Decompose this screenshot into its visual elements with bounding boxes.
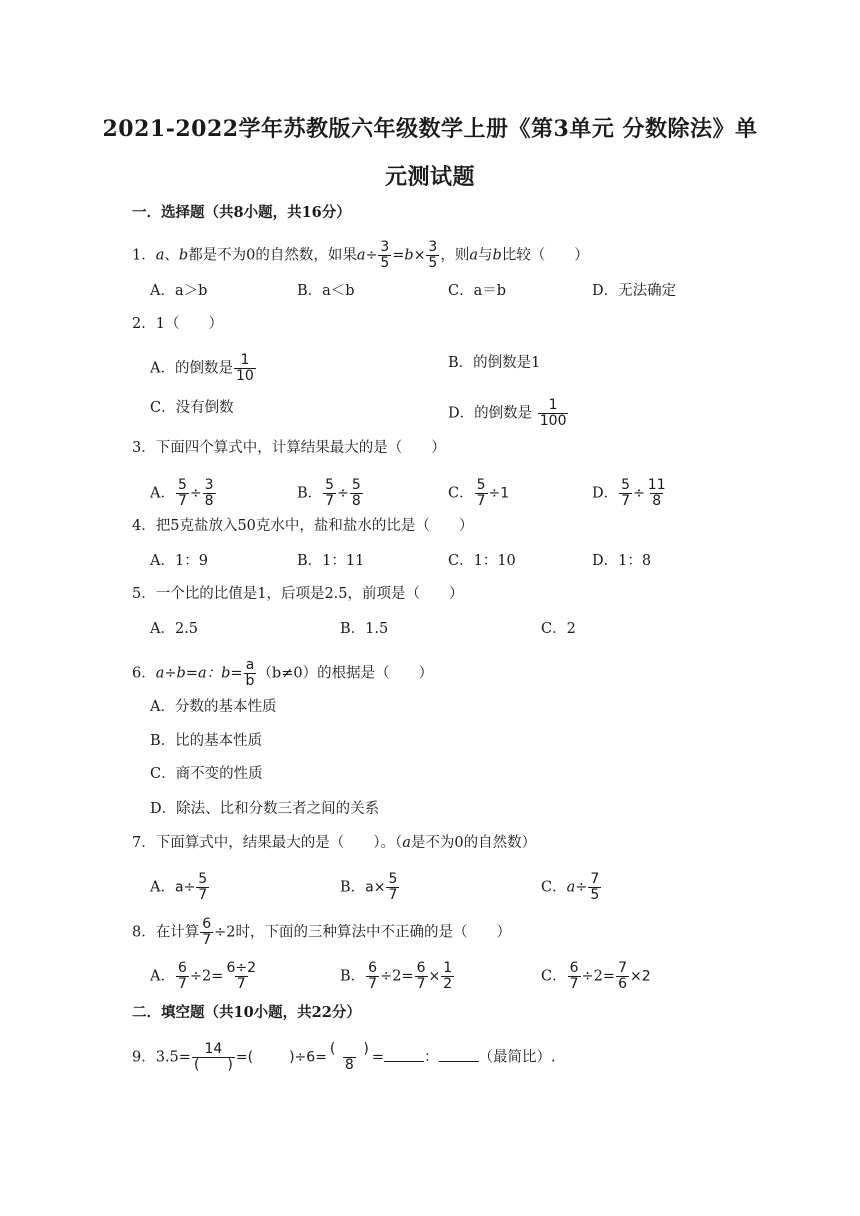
q9-mid1: =(: [235, 1049, 254, 1066]
q7-text1: 7．下面算式中，结果最大的是（ ）。（: [132, 835, 403, 851]
q8-stem-frac: [200, 917, 213, 948]
page-title-line1: 2021-2022学年苏教版六年级数学上册《第3单元 分数除法》单: [102, 116, 758, 142]
q3-d-d1: 7: [621, 493, 631, 509]
q5-option-a[interactable]: A．2.5: [150, 621, 199, 637]
q8-text2: ÷2时，下面的三种算法中不正确的是（ ）: [214, 924, 512, 941]
q8-c-mid: ÷2=: [581, 968, 616, 985]
q4-option-b[interactable]: B．1：11: [297, 553, 365, 569]
q5-option-b[interactable]: B．1.5: [340, 621, 389, 637]
q7-a-num: 5: [198, 871, 208, 887]
q9-frac1: [192, 1042, 235, 1073]
q8-b-frac3: [441, 961, 454, 992]
q3-a-frac1: [176, 478, 189, 509]
q2-a-num: 1: [240, 352, 250, 368]
q3-b-n2: 5: [351, 477, 361, 493]
q8-c-label: C．: [541, 968, 567, 985]
q1-div-sign: ÷: [365, 247, 378, 264]
q3-b-frac2: [350, 478, 363, 509]
q1-fraction-2: [426, 240, 439, 271]
q7-c-den: 5: [590, 887, 600, 903]
q8-a-frac2: [224, 961, 258, 992]
q7-b-pre: a×: [365, 879, 386, 896]
q8-b-frac2: [415, 961, 428, 992]
q6-f-den: b: [245, 673, 255, 689]
q6-option-d[interactable]: D．除法、比和分数三者之间的关系: [150, 801, 380, 817]
q8-b-mid: ÷2=: [380, 968, 414, 985]
q7-option-b[interactable]: [340, 872, 400, 903]
q1-var-b: b: [178, 247, 189, 264]
q8-a-n2: 6÷2: [226, 960, 256, 976]
q7-c-frac: [588, 872, 601, 903]
q3-a-d2: 8: [204, 493, 214, 509]
q6-fraction: [244, 658, 257, 689]
q3-stem: 3．下面四个算式中，计算结果最大的是（ ）: [132, 440, 446, 456]
q1-option-a[interactable]: A．a＞b: [150, 283, 208, 299]
q9-colon: ：: [424, 1049, 439, 1066]
q7-c-num: 7: [590, 871, 600, 887]
q8-b-frac1: [366, 961, 379, 992]
q7-a-pre: a÷: [174, 879, 196, 896]
q1-option-d[interactable]: D．无法确定: [592, 283, 677, 299]
q1-option-c[interactable]: C．a＝b: [448, 283, 507, 299]
q7-a-den: 7: [198, 887, 208, 903]
q3-d-n1: 5: [621, 477, 631, 493]
q8-c-d2: 6: [618, 976, 627, 992]
q3-a-op: ÷: [189, 485, 202, 502]
q9-frac2: [328, 1042, 371, 1073]
q3-c-frac1: [475, 478, 488, 509]
q8-b-d3: 2: [443, 976, 453, 992]
q7-a-frac: [196, 872, 209, 903]
q1-sep: 、: [164, 247, 179, 264]
q2-option-c[interactable]: C．没有倒数: [150, 400, 234, 416]
q6-option-a[interactable]: A．分数的基本性质: [150, 699, 277, 715]
q9-mid2: )÷6=: [289, 1049, 327, 1066]
q1-text: 都是不为0的自然数，如果: [188, 247, 357, 264]
q2-a-den: 10: [235, 368, 254, 384]
q7-var-a: a: [402, 835, 411, 851]
q4-option-a[interactable]: A．1：9: [150, 553, 208, 569]
q2-option-b[interactable]: B．的倒数是1: [448, 355, 541, 371]
q1-var-b2: b: [492, 247, 502, 264]
q5-stem: 5．一个比的比值是1，后项是2.5，前项是（ ）: [132, 586, 464, 602]
section1-heading: 一．选择题（共8小题，共16分）: [132, 204, 351, 221]
q3-b-label: B．: [297, 485, 323, 502]
q3-d-frac2: [646, 478, 668, 509]
q9-stem: [132, 1042, 556, 1073]
q1-eq: =: [392, 247, 405, 264]
q7-b-num: 5: [388, 871, 398, 887]
q7-option-a[interactable]: [150, 872, 210, 903]
q1-var-a2: a: [469, 247, 478, 264]
q3-d-d2: 8: [652, 493, 662, 509]
q1-times-sign: ×: [413, 247, 426, 264]
q7-stem: [132, 833, 536, 853]
q9-f1-den[interactable]: ( ): [193, 1057, 233, 1073]
q7-b-den: 7: [388, 887, 398, 903]
q3-d-label: D．: [592, 485, 619, 502]
q6-number: 6．: [132, 665, 156, 682]
q1-option-b[interactable]: B．a＜b: [297, 283, 355, 299]
q3-option-a[interactable]: [150, 478, 217, 509]
q3-option-b[interactable]: [297, 478, 364, 509]
q2-option-a[interactable]: [150, 353, 257, 384]
q8-option-b[interactable]: [340, 961, 455, 992]
q3-b-d1: 7: [325, 493, 335, 509]
q8-b-op: ×: [428, 968, 441, 985]
q3-option-d[interactable]: [592, 478, 669, 509]
q2-option-a-fraction: [234, 353, 256, 384]
q9-text1: 9．3.5=: [132, 1049, 191, 1066]
q5-option-c[interactable]: C．2: [541, 621, 576, 637]
q2-option-d-fraction: [538, 398, 569, 429]
q8-stem-num: 6: [202, 916, 212, 932]
q3-b-frac1: [323, 478, 336, 509]
q3-c-n1: 5: [476, 477, 486, 493]
q7-text2: 是不为0的自然数）: [410, 835, 537, 851]
q2-stem: 2．1（ ）: [132, 316, 223, 332]
q8-a-n1: 6: [177, 960, 187, 976]
q3-b-op: ÷: [337, 485, 349, 502]
q4-stem: 4．把5克盐放入50克水中，盐和盐水的比是（ ）: [132, 518, 474, 534]
q8-c-n2: 7: [618, 960, 627, 976]
q7-option-c[interactable]: [541, 872, 602, 903]
q1-stem: [132, 240, 589, 271]
q8-a-label: A．: [150, 968, 175, 985]
q3-d-frac1: [619, 478, 632, 509]
q7-b-frac: [386, 872, 399, 903]
q8-b-label: B．: [340, 968, 366, 985]
q1-expr-b: b: [404, 247, 414, 264]
q9-blank-2[interactable]: [439, 1047, 479, 1062]
q4-option-d[interactable]: D．1：8: [592, 553, 652, 569]
q8-a-d1: 7: [177, 976, 187, 992]
q6-stem: [132, 658, 433, 689]
q3-option-c[interactable]: [448, 478, 509, 509]
q2-d-num: 1: [548, 397, 558, 413]
q3-a-n2: 3: [204, 477, 214, 493]
q1-text4: 比较（ ）: [501, 247, 589, 264]
q3-c-op: ÷1: [488, 485, 510, 502]
q8-c-d1: 7: [569, 976, 579, 992]
q3-a-frac2: [203, 478, 216, 509]
q1-f1-den: 5: [380, 255, 390, 271]
q3-a-d1: 7: [177, 493, 187, 509]
q8-a-d2: 7: [236, 976, 246, 992]
q3-d-op: ÷: [633, 485, 645, 502]
section2-heading: 二．填空题（共10小题，共22分）: [132, 1004, 361, 1021]
q8-text1: 8．在计算: [132, 924, 200, 941]
q9-f1-num: 14: [204, 1041, 223, 1057]
q8-c-tail: ×2: [629, 968, 651, 985]
q8-b-n1: 6: [368, 960, 378, 976]
q2-option-d-text: D．的倒数是: [448, 405, 533, 422]
q1-expr-a: a: [356, 247, 366, 264]
q8-stem-den: 7: [202, 932, 212, 948]
q6-expr: a÷b=a：b=: [155, 665, 243, 682]
q3-d-n2: 11: [647, 477, 666, 493]
q8-c-frac2: [616, 961, 629, 992]
q1-f2-den: 5: [428, 255, 438, 271]
q1-number: 1．: [132, 247, 156, 264]
q6-option-b[interactable]: B．比的基本性质: [150, 733, 263, 749]
q9-mid3: =: [371, 1049, 385, 1066]
q8-b-d2: 7: [416, 976, 426, 992]
q1-text3: 与: [478, 247, 493, 264]
q8-b-d1: 7: [368, 976, 378, 992]
q3-b-d2: 8: [351, 493, 361, 509]
q1-f1-num: 3: [380, 239, 390, 255]
q9-text2: （最简比）.: [478, 1049, 556, 1066]
q8-a-mid: ÷2=: [189, 968, 224, 985]
q6-f-num: a: [245, 657, 255, 673]
q6-text: （b≠0）的根据是（ ）: [257, 665, 434, 682]
q3-a-label: A．: [150, 485, 175, 502]
q8-stem: [132, 917, 511, 948]
q1-fraction-1: [378, 240, 391, 271]
q2-option-a-text: A．的倒数是: [150, 360, 233, 377]
q3-c-d1: 7: [476, 493, 486, 509]
q8-c-n1: 6: [569, 960, 579, 976]
q6-option-c[interactable]: C．商不变的性质: [150, 766, 263, 782]
q1-text2: ，则: [440, 247, 470, 264]
q8-b-n2: 6: [416, 960, 426, 976]
q8-option-a[interactable]: [150, 961, 259, 992]
q8-a-frac1: [176, 961, 189, 992]
q4-option-c[interactable]: C．1：10: [448, 553, 516, 569]
q9-blank-1[interactable]: [384, 1047, 424, 1062]
q7-a-label: A．: [150, 879, 175, 896]
q8-c-frac1: [568, 961, 581, 992]
q3-a-n1: 5: [177, 477, 187, 493]
q2-d-den: 100: [539, 413, 567, 429]
q7-c-pre: a÷: [566, 879, 588, 896]
page-title-line2: 元测试题: [384, 164, 475, 190]
q3-c-label: C．: [448, 485, 474, 502]
q8-option-c[interactable]: [541, 961, 651, 992]
q3-b-n1: 5: [325, 477, 335, 493]
q9-f2-den: 8: [344, 1057, 354, 1073]
q1-f2-num: 3: [428, 239, 438, 255]
q7-b-label: B．: [340, 879, 366, 896]
q9-f2-num[interactable]: ( ): [329, 1041, 369, 1057]
q8-b-n3: 1: [443, 960, 453, 976]
q2-option-d[interactable]: [448, 398, 569, 429]
q1-var-a: a: [155, 247, 165, 264]
q7-c-label: C．: [541, 879, 567, 896]
